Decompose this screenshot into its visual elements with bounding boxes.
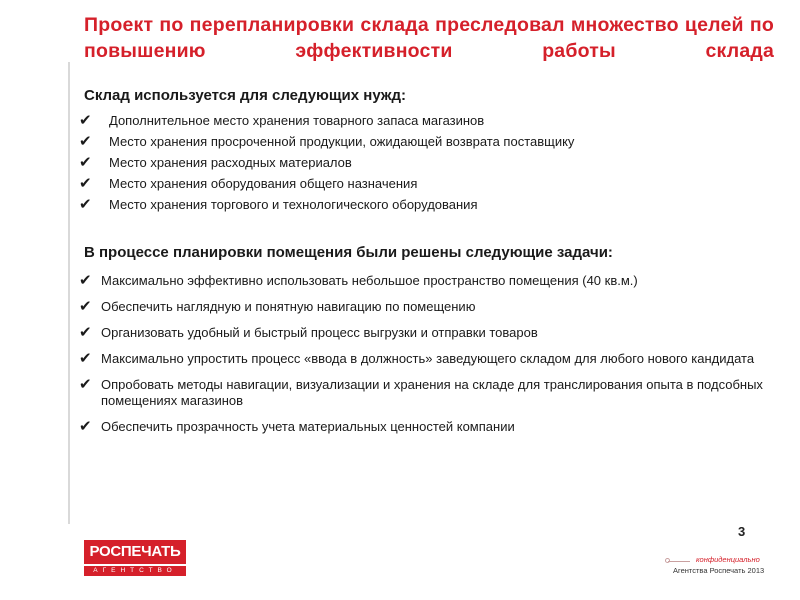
checkmark-icon: ✔: [79, 272, 92, 289]
list-item: [79, 325, 779, 341]
checkmark-icon: ✔: [79, 196, 92, 213]
list-item-text: Место хранения просроченной продукции, ожидающей возврата поставщику: [109, 134, 575, 149]
list-item-text: Дополнительное место хранения товарного запаса магазинов: [109, 113, 485, 128]
checkmark-icon: ✔: [79, 175, 92, 192]
checkmark-icon: ✔: [79, 298, 92, 315]
list-item: [79, 273, 779, 289]
list-item-text: Обеспечить прозрачность учета материальных ценностей компании: [101, 419, 515, 434]
logo-wordmark: РОСПЕЧАТЬ: [84, 540, 186, 564]
list-item-text: Место хранения торгового и технологического оборудования: [109, 197, 478, 212]
footer-rule: [668, 561, 690, 562]
list-item: [79, 351, 779, 367]
section-1-heading: Склад используется для следующих нужд:: [84, 87, 406, 104]
logo-subtitle: АГЕНТСТВО: [84, 566, 186, 576]
list-item: [79, 377, 779, 409]
checkmark-icon: ✔: [79, 133, 92, 150]
checkmark-icon: ✔: [79, 112, 92, 129]
page-title: Проект по перепланировки склада преследовал множество целей по повышению эффективности работы склада: [84, 14, 774, 62]
checkmark-icon: ✔: [79, 418, 92, 435]
list-item-text: Максимально эффективно использовать небольшое пространство помещения (40 кв.м.): [101, 273, 638, 288]
section-2-list: [79, 273, 779, 445]
list-item: [79, 419, 779, 435]
vertical-divider: [68, 62, 70, 524]
list-item-text: Обеспечить наглядную и понятную навигацию по помещению: [101, 299, 476, 314]
confidential-label: конфиденциально: [696, 555, 760, 564]
checkmark-icon: ✔: [79, 376, 92, 393]
list-item-text: Место хранения оборудования общего назначения: [109, 176, 418, 191]
list-item-text: Максимально упростить процесс «ввода в должность» заведующего складом для любого нового кандидата: [101, 351, 755, 366]
checkmark-icon: ✔: [79, 324, 92, 341]
copyright-label: Агентства Роспечать 2013: [673, 566, 765, 575]
checkmark-icon: ✔: [79, 350, 92, 367]
list-item-text: Место хранения расходных материалов: [109, 155, 352, 170]
rospechat-logo: [84, 540, 186, 580]
list-item: [79, 299, 779, 315]
list-item-text: Опробовать методы навигации, визуализации и хранения на складе для транслирования опыта в подсобных помещениях магазинов: [101, 377, 763, 408]
checkmark-icon: ✔: [79, 154, 92, 171]
section-2-heading: В процессе планировки помещения были решены следующие задачи:: [84, 244, 613, 261]
page-number: 3: [738, 524, 746, 539]
list-item-text: Организовать удобный и быстрый процесс выгрузки и отправки товаров: [101, 325, 538, 340]
